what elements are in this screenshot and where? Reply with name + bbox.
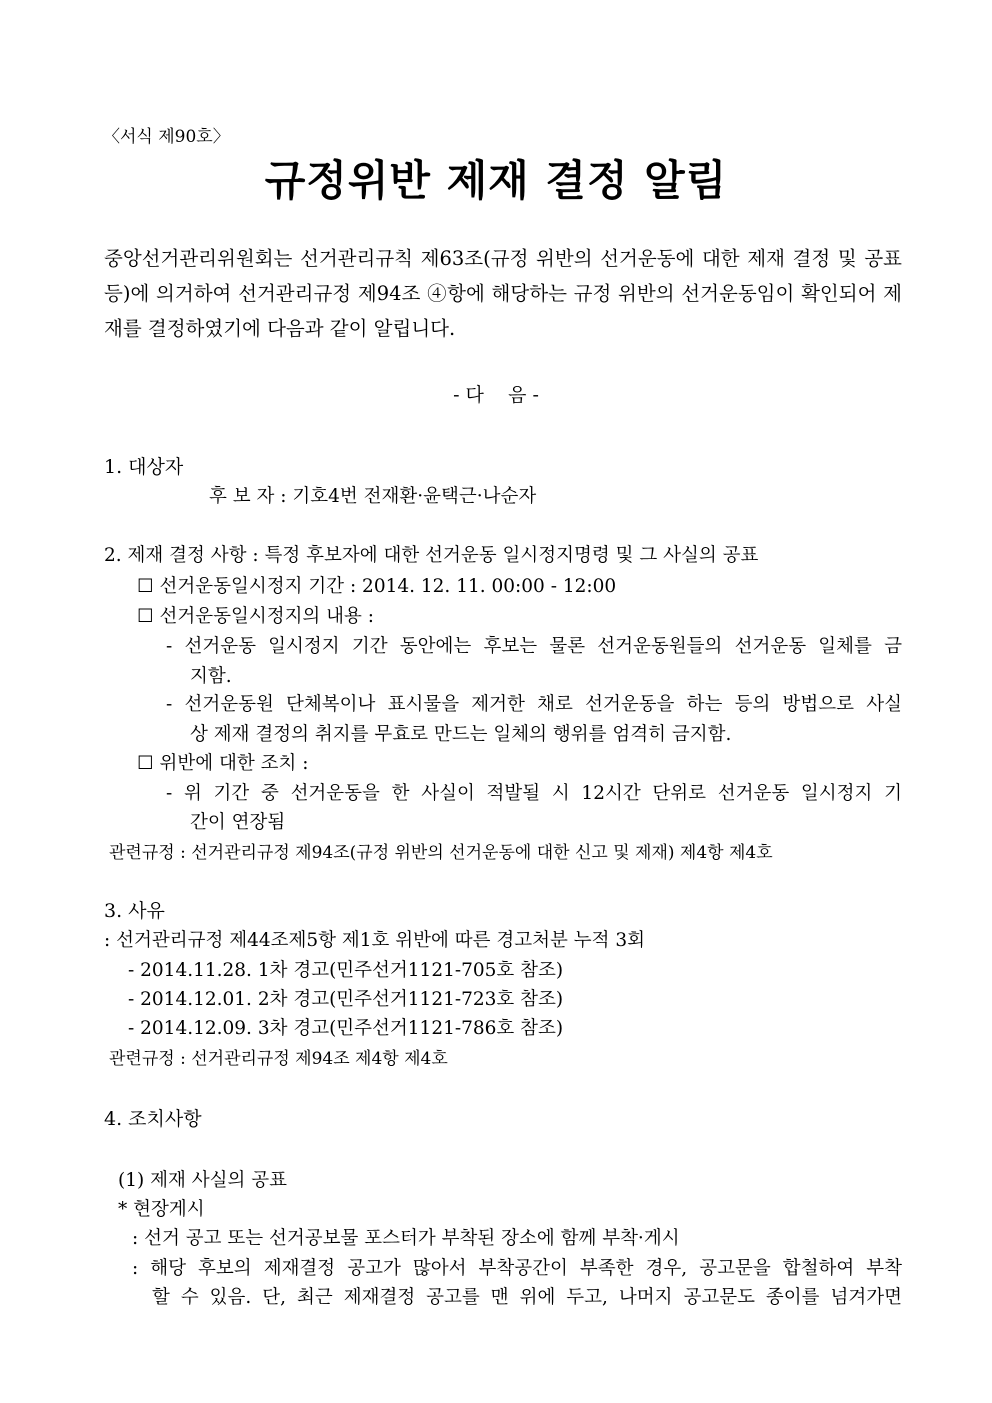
section-2-related-rule: 관련규정 : 선거관리규정 제94조(규정 위반의 선거운동에 대한 신고 및 제재) 제4항 제4호 [109,843,773,863]
warning-item-1: - 2014.11.28. 1차 경고(민주선거1121-705호 참조) [128,960,564,981]
measure-item-line-1: - 위 기간 중 선거운동을 한 사실이 적발될 시 12시간 단위로 선거운동 일시정지 기 [166,783,902,804]
posting-line-1: : 선거 공고 또는 선거공보물 포스터가 부착된 장소에 함께 부착·게시 [132,1228,680,1249]
content-item-2-line-1: - 선거운동원 단체복이나 표시물을 제거한 채로 선거운동을 하는 등의 방법으로 사실 [166,694,902,715]
section-1-heading: 1. 대상자 [104,456,184,478]
section-4-heading: 4. 조치사항 [104,1108,202,1130]
suspension-period: ☐ 선거운동일시정지 기간 : 2014. 12. 11. 00:00 - 12:00 [137,576,617,597]
section-3-heading: 3. 사유 [104,900,165,922]
content-item-1-line-1: - 선거운동 일시정지 기간 동안에는 후보는 물론 선거운동원들의 선거운동 일체를 금 [166,636,902,657]
intro-line-2: 등)에 의거하여 선거관리규정 제94조 ④항에 해당하는 규정 위반의 선거운동임이 확인되어 제 [104,282,902,305]
section-3-related-rule: 관련규정 : 선거관리규정 제94조 제4항 제4호 [109,1049,448,1069]
intro-line-3: 재를 결정하였기에 다음과 같이 알립니다. [104,317,456,340]
da-eum-heading: - 다 음 - [453,384,539,406]
suspension-content-heading: ☐ 선거운동일시정지의 내용 : [137,606,375,627]
content-item-1-line-2: 지함. [190,666,232,687]
section-2-heading: 2. 제재 결정 사항 : 특정 후보자에 대한 선거운동 일시정지명령 및 그 사실의 공표 [104,545,759,566]
warning-item-3: - 2014.12.09. 3차 경고(민주선거1121-786호 참조) [128,1018,564,1039]
posting-line-2: : 해당 후보의 제재결정 공고가 많아서 부착공간이 부족한 경우, 공고문을 합철하여 부착 [132,1258,902,1279]
content-item-2-line-2: 상 제재 결정의 취지를 무효로 만드는 일체의 행위를 엄격히 금지함. [190,724,732,745]
candidate-line: 후 보 자 : 기호4번 전재환·윤택근·나순자 [209,486,537,507]
posting-line-3: 할 수 있음. 단, 최근 제재결정 공고를 맨 위에 두고, 나머지 공고문도 종이를 넘겨가면 [152,1287,902,1308]
violation-measure-heading: ☐ 위반에 대한 조치 : [137,753,309,774]
warning-item-2: - 2014.12.01. 2차 경고(민주선거1121-723호 참조) [128,989,564,1010]
intro-line-1: 중앙선거관리위원회는 선거관리규칙 제63조(규정 위반의 선거운동에 대한 제재 결정 및 공표 [104,247,902,270]
reason-line: : 선거관리규정 제44조제5항 제1호 위반에 따른 경고처분 누적 3회 [104,930,646,951]
measure-sub-heading: (1) 제재 사실의 공표 [118,1170,287,1191]
site-posting-heading: * 현장게시 [118,1199,205,1220]
measure-item-line-2: 간이 연장됨 [190,812,286,833]
page-title: 규정위반 제재 결정 알림 [264,156,728,205]
form-number: 〈서식 제90호〉 [103,127,230,147]
